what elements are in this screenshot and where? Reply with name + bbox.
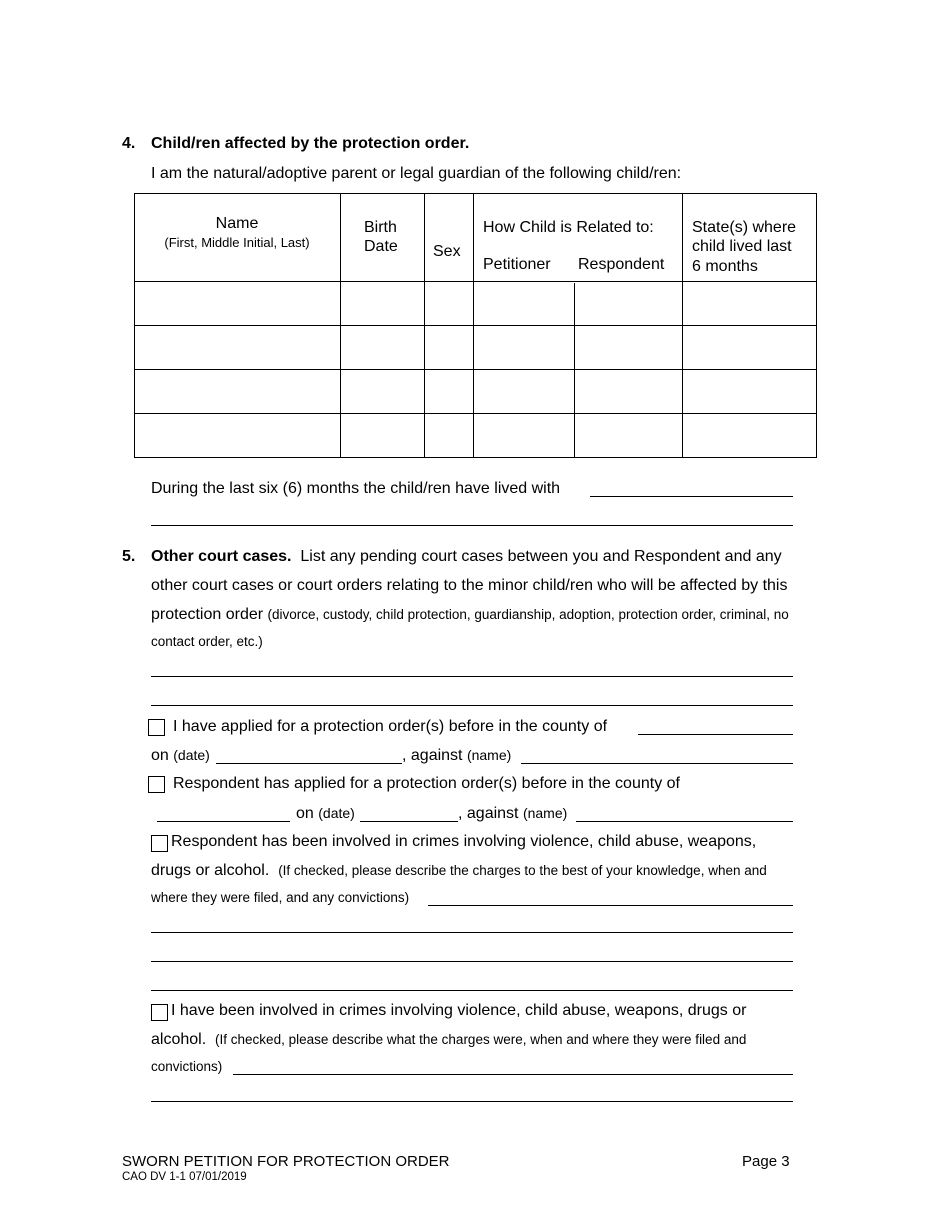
respondent-county-field[interactable] bbox=[157, 821, 290, 822]
child-2-name-cell[interactable] bbox=[135, 326, 340, 369]
col-header-states-2: child lived last bbox=[692, 238, 792, 255]
respondent-crimes-field-3[interactable] bbox=[151, 961, 793, 962]
respondent-applied-checkbox[interactable] bbox=[148, 776, 165, 793]
col-header-birth: Birth bbox=[364, 219, 397, 236]
footer-form-title: SWORN PETITION FOR PROTECTION ORDER bbox=[122, 1153, 450, 1170]
applied-protection-checkbox[interactable] bbox=[148, 719, 165, 736]
lived-with-label: During the last six (6) months the child/ren have lived with bbox=[151, 480, 561, 497]
my-crimes-field-2[interactable] bbox=[151, 1101, 793, 1102]
applied-against-text: , against bbox=[402, 747, 463, 764]
section-5-line-3 bbox=[151, 606, 789, 624]
respondent-crimes-note-1: (If checked, please describe the charges to the best of your knowledge, when and bbox=[278, 863, 767, 878]
section-4-intro: I am the natural/adoptive parent or legal guardian of the following child/ren: bbox=[151, 165, 682, 182]
respondent-applied-label: Respondent has applied for a protection order(s) before in the county of bbox=[173, 775, 680, 792]
respondent-crimes-label: Respondent has been involved in crimes involving violence, child abuse, weapons, bbox=[171, 833, 757, 850]
applied-date-hint: (date) bbox=[173, 747, 210, 763]
respondent-crimes-field-2[interactable] bbox=[151, 932, 793, 933]
col-header-name: Name bbox=[215, 215, 259, 232]
section-5-text-3: protection order bbox=[151, 606, 264, 623]
applied-on-text: on bbox=[151, 747, 169, 764]
respondent-crimes-field-4[interactable] bbox=[151, 990, 793, 991]
col-header-states-1: State(s) where bbox=[692, 219, 797, 236]
child-1-name-cell[interactable] bbox=[135, 282, 340, 325]
respondent-against-text: , against bbox=[458, 805, 519, 822]
footer-form-code: CAO DV 1-1 07/01/2019 bbox=[122, 1171, 247, 1183]
my-crimes-label: I have been involved in crimes involving violence, child abuse, weapons, drugs or bbox=[171, 1002, 747, 1019]
child-3-name-cell[interactable] bbox=[135, 370, 340, 413]
child-4-name-cell[interactable] bbox=[135, 414, 340, 457]
respondent-crimes-note-2: where they were filed, and any convictions) bbox=[151, 890, 410, 905]
my-crimes-field-1[interactable] bbox=[233, 1074, 793, 1075]
section-4-number: 4. bbox=[122, 135, 136, 152]
section-5-line-4: contact order, etc.) bbox=[151, 634, 263, 649]
other-cases-field-1[interactable] bbox=[151, 676, 793, 677]
my-crimes-note-2: convictions) bbox=[151, 1059, 223, 1074]
section-5-line-1 bbox=[151, 548, 782, 566]
col-header-date: Date bbox=[364, 238, 398, 255]
applied-name-hint: (name) bbox=[466, 747, 512, 763]
applied-against-label bbox=[402, 747, 511, 765]
respondent-crimes-field-1[interactable] bbox=[428, 905, 793, 906]
section-5-text-3-small: (divorce, custody, child protection, guardianship, adoption, protection order, criminal, no bbox=[267, 607, 789, 622]
respondent-against-label bbox=[458, 805, 567, 823]
applied-date-field[interactable] bbox=[216, 763, 402, 764]
section-5-title: Other court cases. bbox=[151, 548, 292, 565]
col-header-respondent: Respondent bbox=[578, 256, 665, 273]
section-5-text-1: List any pending court cases between you and Respondent and any bbox=[300, 548, 782, 565]
col-header-name-sub: (First, Middle Initial, Last) bbox=[164, 235, 310, 250]
applied-name-field[interactable] bbox=[521, 763, 793, 764]
other-cases-field-2[interactable] bbox=[151, 705, 793, 706]
lived-with-field[interactable] bbox=[590, 496, 793, 497]
respondent-crimes-checkbox[interactable] bbox=[151, 835, 168, 852]
respondent-name-field[interactable] bbox=[576, 821, 793, 822]
col-header-sex: Sex bbox=[433, 243, 461, 260]
respondent-on-text: on bbox=[296, 805, 314, 822]
respondent-crimes-text-2: drugs or alcohol. bbox=[151, 862, 270, 879]
col-header-petitioner: Petitioner bbox=[483, 256, 551, 273]
section-5-line-2: other court cases or court orders relating to the minor child/ren who will be affected by this bbox=[151, 577, 788, 594]
respondent-date-hint: (date) bbox=[318, 805, 355, 821]
my-crimes-text-2: alcohol. bbox=[151, 1031, 207, 1048]
col-header-related: How Child is Related to: bbox=[483, 219, 654, 236]
respondent-crimes-line-2 bbox=[151, 862, 767, 880]
my-crimes-checkbox[interactable] bbox=[151, 1004, 168, 1021]
respondent-on-label bbox=[296, 805, 355, 823]
respondent-name-hint: (name) bbox=[522, 805, 568, 821]
footer-page-number: Page 3 bbox=[742, 1153, 790, 1170]
lived-with-field-2[interactable] bbox=[151, 525, 793, 526]
applied-protection-label: I have applied for a protection order(s) before in the county of bbox=[173, 718, 608, 735]
col-header-states-3: 6 months bbox=[692, 258, 758, 275]
section-5-number: 5. bbox=[122, 548, 136, 565]
my-crimes-note-1: (If checked, please describe what the charges were, when and where they were filed and bbox=[215, 1032, 747, 1047]
my-crimes-line-2 bbox=[151, 1031, 746, 1049]
applied-on-label bbox=[151, 747, 210, 765]
applied-county-field[interactable] bbox=[638, 734, 793, 735]
section-4-title: Child/ren affected by the protection order. bbox=[151, 135, 470, 152]
respondent-date-field[interactable] bbox=[360, 821, 458, 822]
